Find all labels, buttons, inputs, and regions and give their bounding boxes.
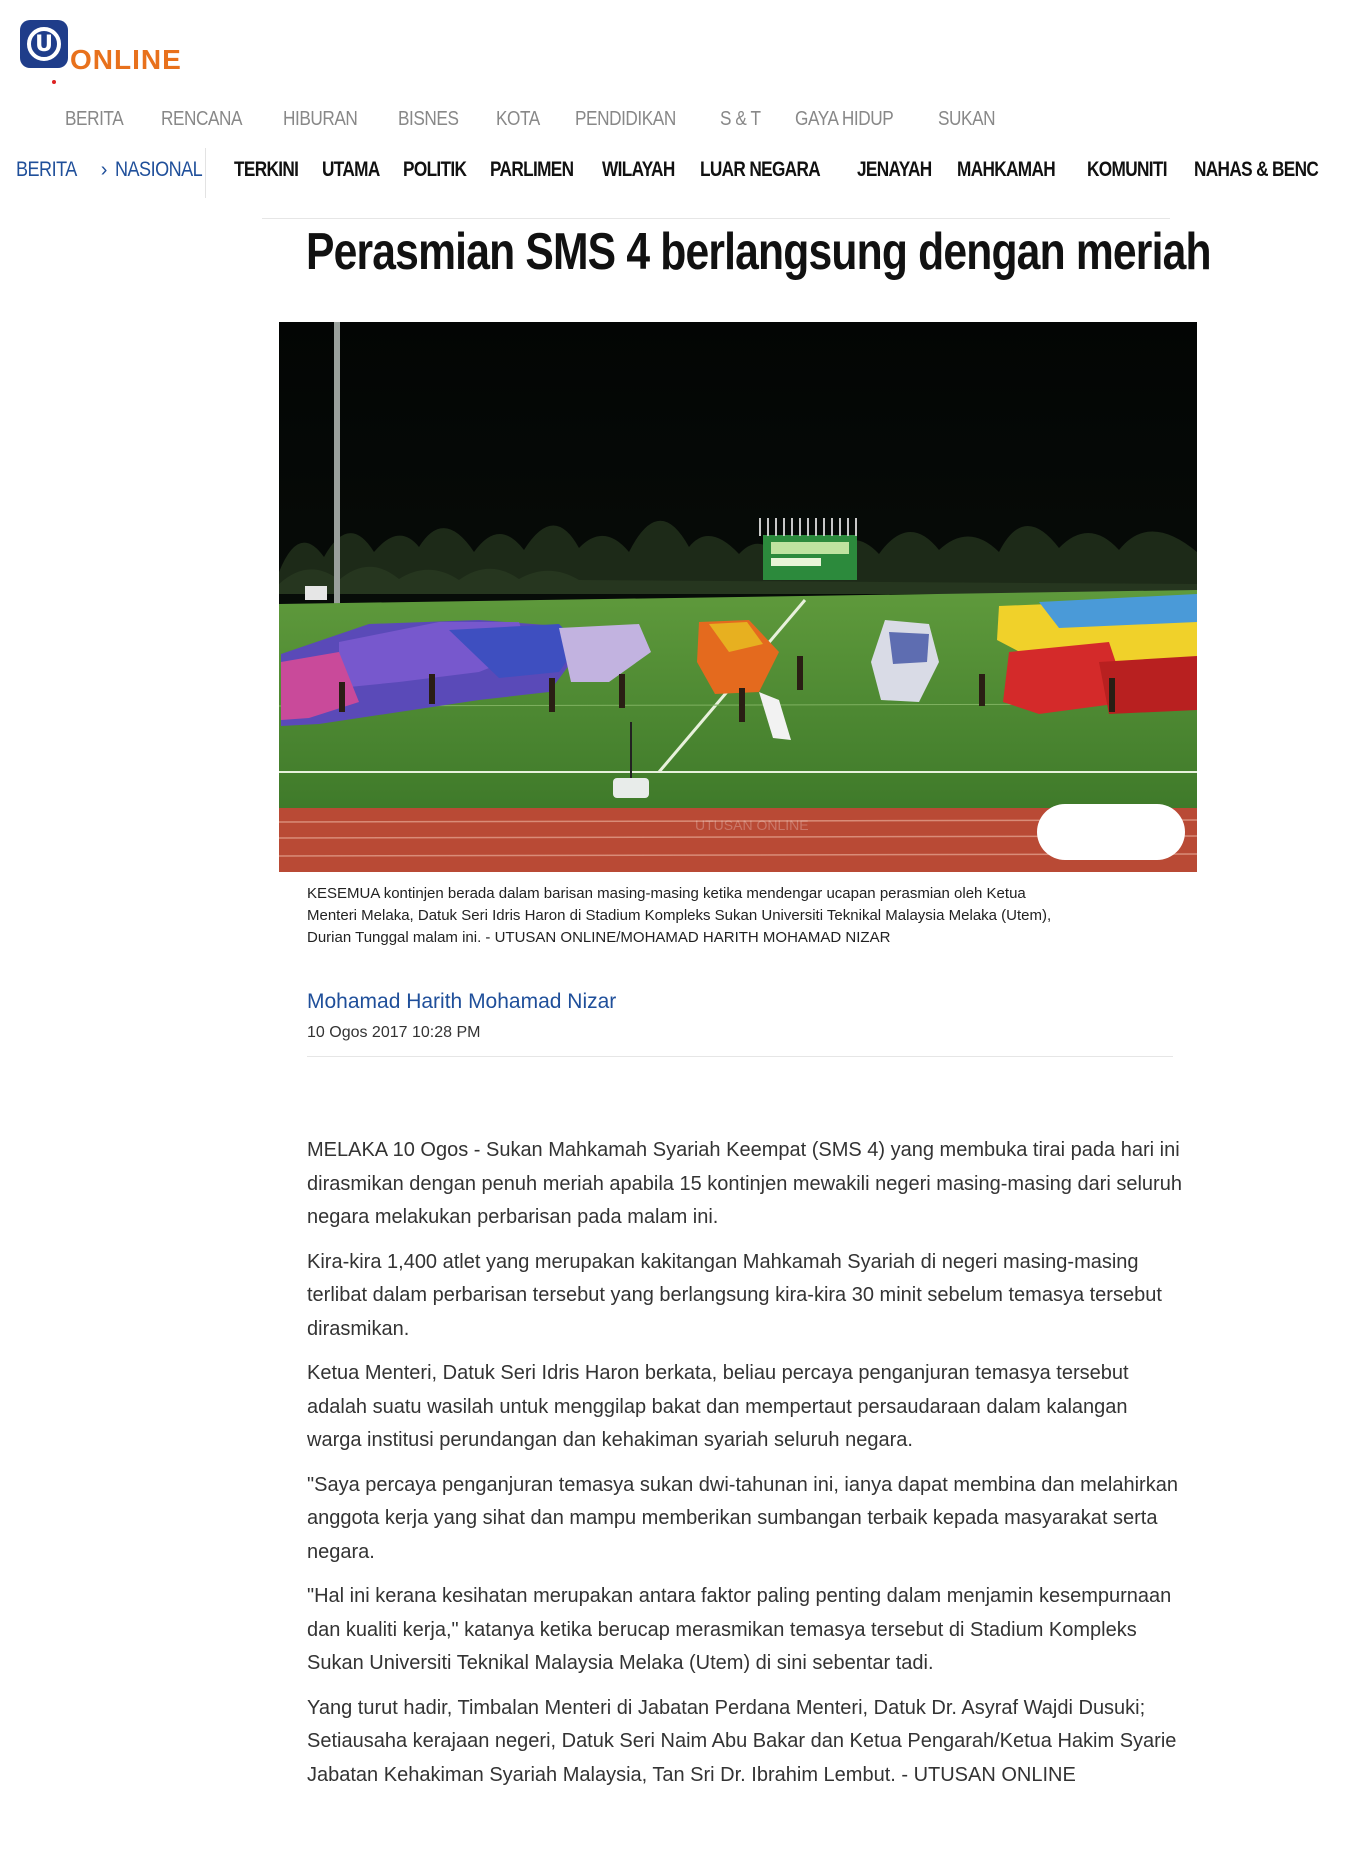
nav-divider bbox=[205, 148, 206, 198]
sub-nav bbox=[234, 158, 1356, 182]
photo-watermark: UTUSAN ONLINE bbox=[695, 817, 809, 833]
sub-nav-politik[interactable]: POLITIK bbox=[402, 158, 467, 181]
breadcrumb bbox=[16, 158, 216, 182]
logo-badge-letter: U bbox=[27, 27, 61, 61]
sub-nav-parlimen[interactable]: PARLIMEN bbox=[489, 158, 574, 181]
photo-caption: KESEMUA kontinjen berada dalam barisan masing-masing ketika mendengar ucapan perasmian oleh Ketua Menteri Melaka, Datuk Seri Idris Haron di Stadium Kompleks Sukan Universiti Teknikal Malaysia Melaka (Utem), Durian Tunggal malam ini. - UTUSAN ONLINE/MOHAMAD HARITH MOHAMAD NIZAR bbox=[307, 885, 1052, 946]
sub-nav-terkini[interactable]: TERKINI bbox=[234, 158, 299, 181]
top-nav-kota[interactable]: KOTA bbox=[495, 108, 540, 130]
article-body bbox=[307, 1134, 1187, 1803]
breadcrumb-section[interactable]: BERITA bbox=[16, 158, 77, 181]
site-logo[interactable] bbox=[20, 14, 182, 74]
top-nav-gaya-hidup[interactable]: GAYA HIDUP bbox=[795, 108, 894, 130]
breadcrumb-subsection[interactable]: NASIONAL bbox=[114, 158, 202, 181]
article-headline: Perasmian SMS 4 berlangsung dengan meriah bbox=[306, 223, 1211, 281]
divider bbox=[307, 1056, 1173, 1057]
top-nav-bisnes[interactable]: BISNES bbox=[397, 108, 459, 130]
top-nav-hiburan[interactable]: HIBURAN bbox=[283, 108, 358, 130]
sub-nav-wilayah[interactable]: WILAYAH bbox=[601, 158, 675, 181]
top-nav bbox=[65, 108, 1032, 131]
sub-nav-jenayah[interactable]: JENAYAH bbox=[856, 158, 932, 181]
article-photo bbox=[279, 322, 1197, 872]
top-nav-sains-teknologi[interactable]: S & T bbox=[720, 108, 761, 130]
sub-nav-utama[interactable]: UTAMA bbox=[322, 158, 381, 181]
article-paragraph: "Saya percaya penganjuran temasya sukan dwi-tahunan ini, ianya dapat membina dan melahirkan anggota kerja yang sihat dan mampu memberikan sumbangan terbaik kepada masyarakat serta negara. bbox=[307, 1473, 1178, 1563]
sub-nav-luar-negara[interactable]: LUAR NEGARA bbox=[700, 158, 821, 181]
sub-nav-komuniti[interactable]: KOMUNITI bbox=[1087, 158, 1167, 181]
divider bbox=[262, 218, 1170, 219]
logo-wordmark: ONLINE bbox=[70, 44, 182, 75]
logo-badge-icon bbox=[20, 20, 68, 68]
top-nav-rencana[interactable]: RENCANA bbox=[160, 108, 242, 130]
top-nav-pendidikan[interactable]: PENDIDIKAN bbox=[574, 108, 676, 130]
article-paragraph: "Hal ini kerana kesihatan merupakan antara faktor paling penting dalam menjamin kesempurnaan dan kualiti kerja," katanya ketika berucap merasmikan temasya tersebut di Stadium Kompleks Sukan Universiti Teknikal Malaysia Melaka (Utem) di sini sebentar tadi. bbox=[307, 1585, 1172, 1674]
top-nav-berita[interactable]: BERITA bbox=[65, 108, 124, 130]
sub-nav-nahas-bencana[interactable]: NAHAS & BENC bbox=[1194, 158, 1319, 181]
article-paragraph: Kira-kira 1,400 atlet yang merupakan kakitangan Mahkamah Syariah di negeri masing-masing terlibat dalam perbarisan tersebut yang berlangsung kira-kira 30 minit sebelum temasya tersebut dirasmikan. bbox=[307, 1250, 1162, 1340]
article-date: 10 Ogos 2017 10:28 PM bbox=[307, 1024, 481, 1041]
top-nav-sukan[interactable]: SUKAN bbox=[937, 108, 995, 130]
chevron-right-icon: › bbox=[100, 158, 107, 181]
sub-nav-mahkamah[interactable]: MAHKAMAH bbox=[957, 158, 1056, 181]
decorative-dot bbox=[52, 80, 56, 84]
article-paragraph: Yang turut hadir, Timbalan Menteri di Jabatan Perdana Menteri, Datuk Dr. Asyraf Wajdi Dusuki; Setiausaha kerajaan negeri, Datuk Seri Naim Abu Bakar dan Ketua Pengarah/Ketua Hakim Syarie Jabatan Kehakiman Syariah Malaysia, Tan Sri Dr. Ibrahim Lembut. - UTUSAN ONLINE bbox=[307, 1696, 1177, 1786]
article-author[interactable]: Mohamad Harith Mohamad Nizar bbox=[307, 990, 617, 1013]
article-paragraph: MELAKA 10 Ogos - Sukan Mahkamah Syariah Keempat (SMS 4) yang membuka tirai pada hari ini dirasmikan dengan penuh meriah apabila 15 kontinjen mewakili negeri masing-masing dari seluruh negara melakukan perbarisan pada malam ini. bbox=[307, 1139, 1182, 1228]
article-paragraph: Ketua Menteri, Datuk Seri Idris Haron berkata, beliau percaya penganjuran temasya tersebut adalah suatu wasilah untuk menggilap bakat dan mempertaut persaudaraan dalam kalangan warga institusi perundangan dan kehakiman syariah seluruh negara. bbox=[307, 1362, 1129, 1451]
